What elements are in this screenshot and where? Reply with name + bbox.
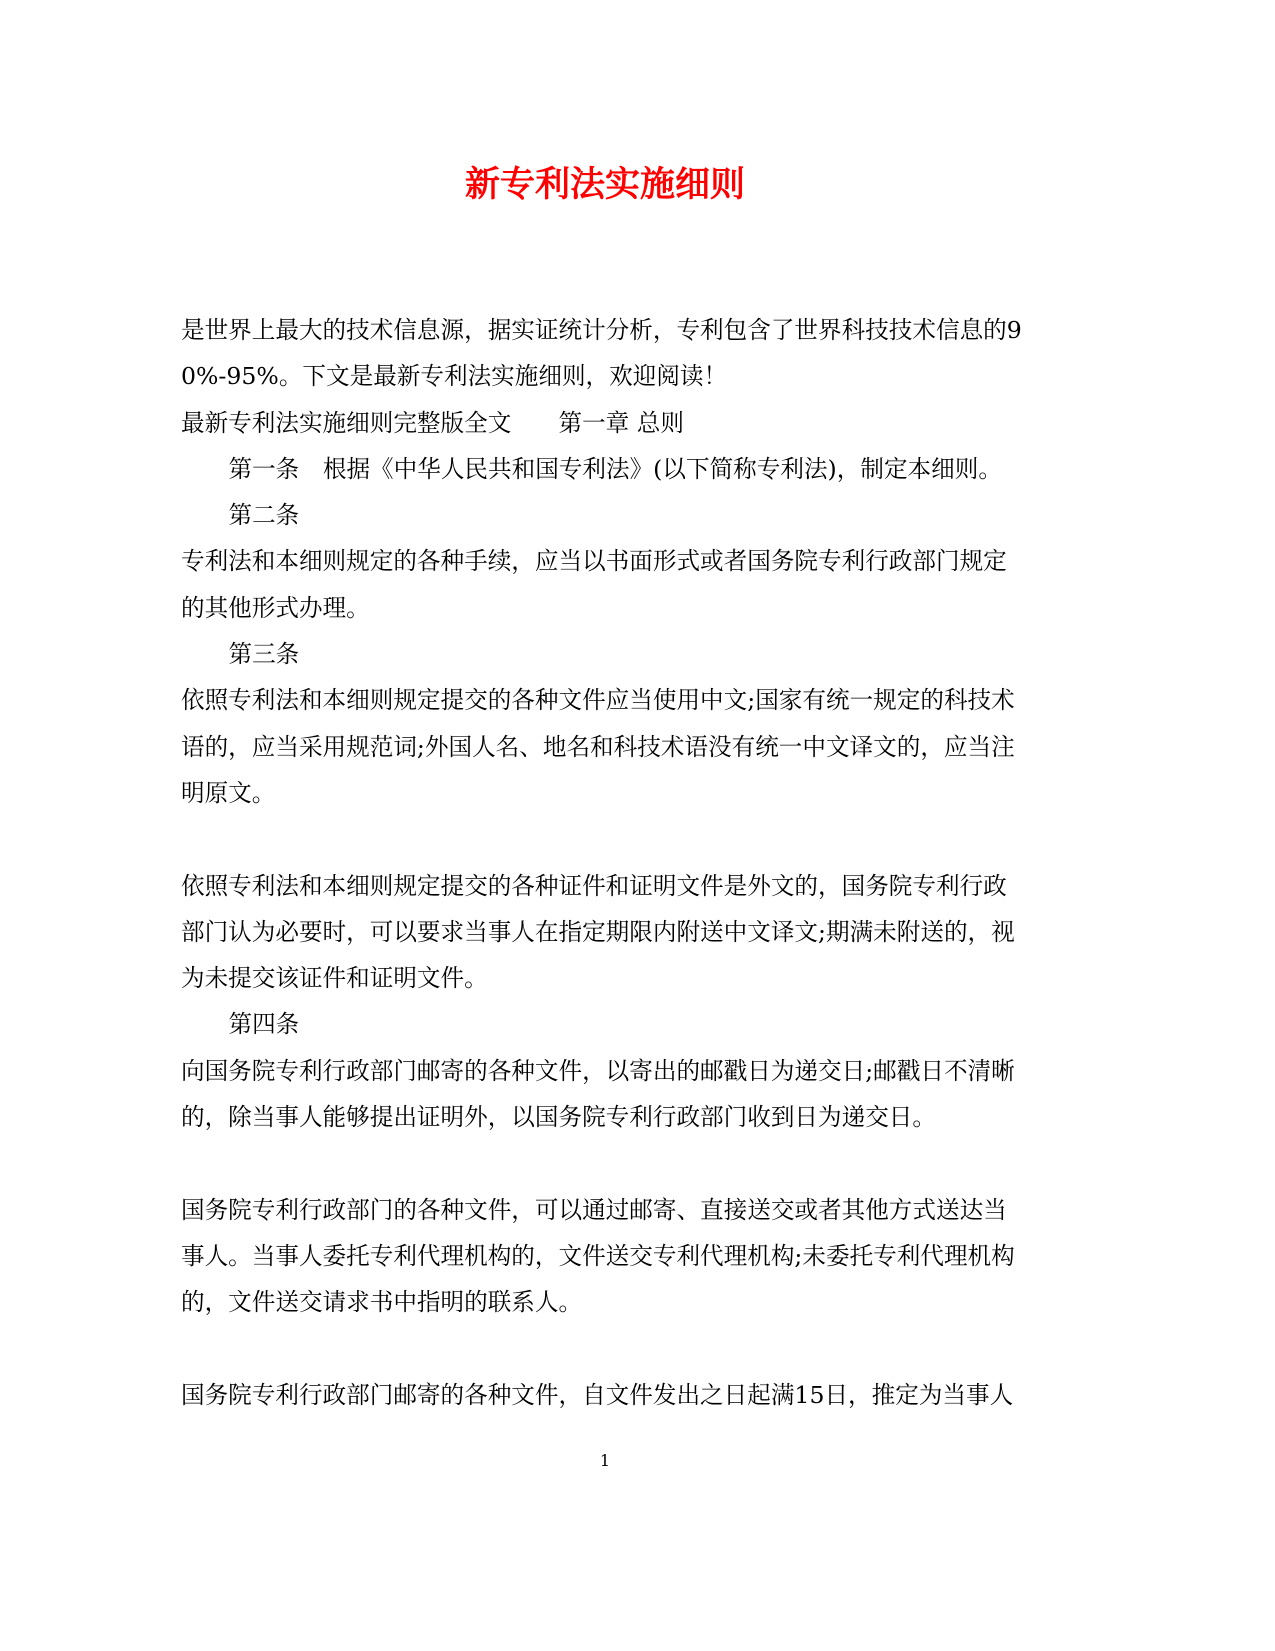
article-heading: 第四条 — [228, 1010, 300, 1039]
article-1-paragraph — [181, 446, 1051, 492]
paragraph-line: 依照专利法和本细则规定提交的各种文件应当使用中文;国家有统一规定的科技术 — [181, 686, 1015, 715]
paragraph-line: 第一条 根据《中华人民共和国专利法》(以下简称专利法)，制定本细则。 — [228, 454, 1002, 483]
paragraph-spacer — [181, 816, 1051, 862]
paragraph-line: 的其他形式办理。 — [181, 593, 370, 622]
paragraph-line: 依照专利法和本细则规定提交的各种证件和证明文件是外文的，国务院专利行政 — [181, 871, 1007, 900]
paragraph-line: 国务院专利行政部门的各种文件，可以通过邮寄、直接送交或者其他方式送达当 — [181, 1195, 1007, 1224]
paragraph-line: 是世界上最大的技术信息源，据实证统计分析，专利包含了世界科技技术信息的9 — [181, 316, 1022, 344]
page-number: 1 — [599, 1451, 611, 1470]
article-4-paragraph-1 — [181, 1048, 1051, 1141]
paragraph-line: 国务院专利行政部门邮寄的各种文件，自文件发出之日起满15日，推定为当事人 — [181, 1380, 1014, 1409]
article-4-paragraph-2 — [181, 1187, 1051, 1326]
intro-paragraph — [181, 307, 1051, 400]
article-heading: 第二条 — [228, 501, 300, 530]
paragraph-line: 的，文件送交请求书中指明的联系人。 — [181, 1288, 583, 1317]
paragraph-spacer — [181, 1326, 1051, 1372]
paragraph-line: 为未提交该证件和证明文件。 — [181, 964, 488, 993]
article-4-heading — [181, 1001, 1051, 1047]
article-2-paragraph — [181, 538, 1051, 631]
article-3-heading — [181, 631, 1051, 677]
paragraph-line: 事人。当事人委托专利代理机构的，文件送交专利代理机构;未委托专利代理机构 — [181, 1241, 1015, 1270]
paragraph-line: 专利法和本细则规定的各种手续，应当以书面形式或者国务院专利行政部门规定 — [181, 547, 1007, 576]
paragraph-line: 语的，应当采用规范词;外国人名、地名和科技术语没有统一中文译文的，应当注 — [181, 732, 1015, 761]
paragraph-line: 向国务院专利行政部门邮寄的各种文件，以寄出的邮戳日为递交日;邮戳日不清晰 — [181, 1056, 1015, 1085]
article-3-paragraph-2 — [181, 863, 1051, 1002]
article-heading: 第三条 — [228, 640, 300, 669]
paragraph-line: 0%-95%。下文是最新专利法实施细则，欢迎阅读！ — [181, 362, 728, 391]
article-3-paragraph-1 — [181, 677, 1051, 816]
paragraph-line: 最新专利法实施细则完整版全文 第一章 总则 — [181, 408, 684, 437]
article-2-heading — [181, 492, 1051, 538]
article-4-paragraph-3 — [181, 1372, 1051, 1418]
paragraph-spacer — [181, 1140, 1051, 1186]
paragraph-line: 明原文。 — [181, 778, 276, 807]
document-body — [181, 307, 1051, 1418]
paragraph-line: 的，除当事人能够提出证明外，以国务院专利行政部门收到日为递交日。 — [181, 1103, 936, 1132]
chapter-heading-line — [181, 400, 1051, 446]
document-title: 新专利法实施细则 — [464, 164, 745, 205]
paragraph-line: 部门认为必要时，可以要求当事人在指定期限内附送中文译文;期满未附送的，视 — [181, 917, 1015, 946]
